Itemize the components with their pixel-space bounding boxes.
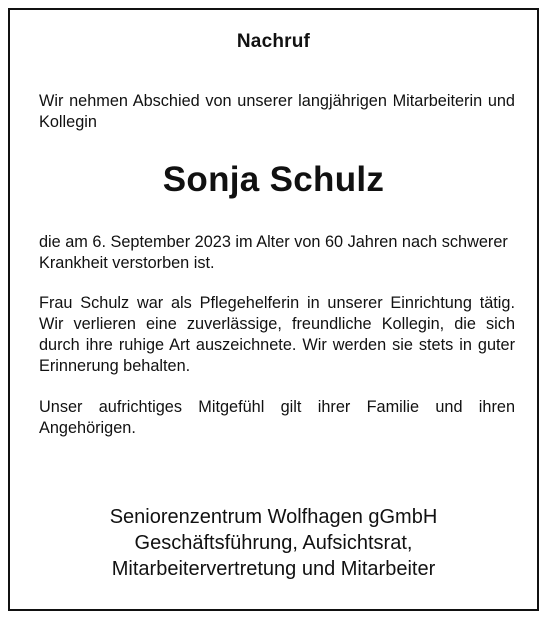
- notice-title: Nachruf: [236, 31, 311, 52]
- signature-line-staff: Mitarbeitervertretung und Mitarbeiter: [111, 558, 436, 580]
- condolence-text: Unser aufrichtiges Mitgefühl gilt ihrer Familie und ihren Angehörigen.: [39, 398, 515, 437]
- death-info-text: die am 6. September 2023 im Alter von 60 Jahren nach schwerer Krankheit verstorben ist.: [39, 233, 508, 272]
- signature-line-management: Geschäftsführung, Aufsichtsrat,: [134, 532, 413, 554]
- deceased-name: Sonja Schulz: [162, 160, 385, 199]
- signature-line-organization: Seniorenzentrum Wolfhagen gGmbH: [109, 506, 438, 528]
- tribute-text: Frau Schulz war als Pflegehelferin in unserer Einrichtung tätig. Wir verlieren eine zuverlässige, freundliche Kollegin, die sich durch ihre ruhige Art auszeichnete. Wir werden sie stets in guter Erinnerung behalten.: [39, 294, 515, 375]
- intro-text: Wir nehmen Abschied von unserer langjährigen Mitarbeiterin und Kollegin: [39, 92, 515, 131]
- signature-block: [10, 504, 537, 582]
- obituary-frame: [8, 8, 539, 611]
